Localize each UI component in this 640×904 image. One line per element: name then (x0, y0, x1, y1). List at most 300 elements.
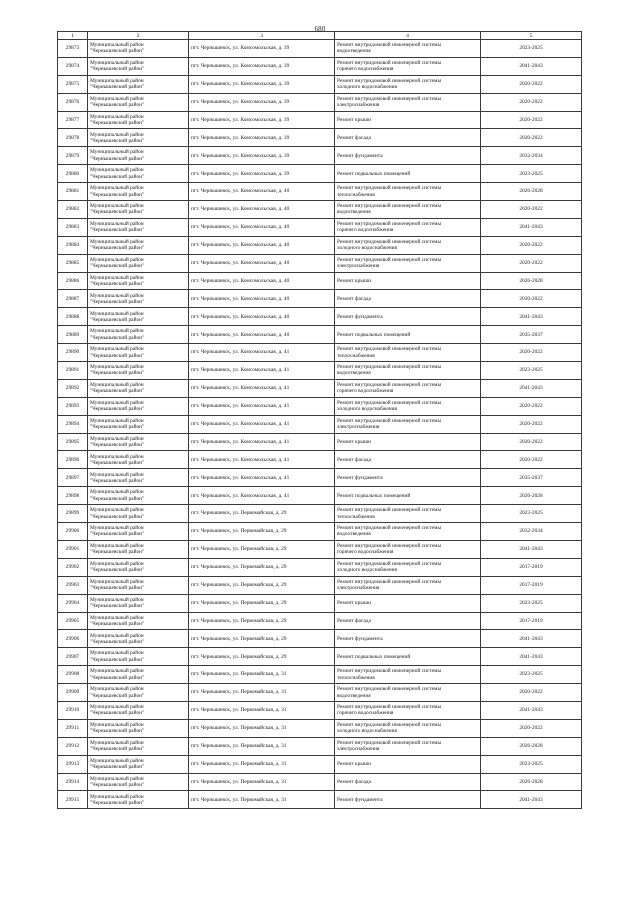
page-number: 680 (314, 25, 326, 33)
municipality-line: "Чернышевский район" (90, 764, 145, 771)
municipality-line: Муниципальный район (90, 578, 144, 585)
work-type-line: водоотведения (337, 370, 371, 377)
record-number: 29908 (58, 666, 88, 684)
municipality-line: Муниципальный район (90, 292, 144, 299)
work-type-line: Ремонт внутридомовой инженерной системы (337, 185, 442, 192)
address-cell: пгт. Чернышевск, ул. Комсомольская, д. 39 (189, 147, 335, 165)
work-type-line: Ремонт внутридомовой инженерной системы (337, 578, 442, 585)
municipality-line: "Чернышевский район" (90, 710, 145, 717)
work-type-cell (335, 576, 481, 594)
work-type-cell (335, 290, 481, 308)
work-type-line: Ремонт фасада (337, 778, 371, 785)
period-cell: 2023-2025 (481, 165, 582, 183)
municipality-line: "Чернышевский район" (90, 513, 145, 520)
work-type-line: Ремонт внутридомовой инженерной системы (337, 560, 442, 567)
work-type-line: теплоснабжения (337, 191, 375, 198)
period-cell: 2020-2022 (481, 129, 582, 147)
work-type-cell (335, 272, 481, 290)
period-cell: 2041-2043 (481, 791, 582, 809)
address-cell: пгт. Чернышевск, ул. Первомайская, д. 31 (189, 719, 335, 737)
table-row (58, 326, 582, 344)
address-cell: пгт. Чернышевск, ул. Первомайская, д. 29 (189, 576, 335, 594)
address-cell: пгт. Чернышевск, ул. Первомайская, д. 31 (189, 773, 335, 791)
work-type-line: Ремонт внутридомовой инженерной системы (337, 543, 442, 550)
municipality-cell (88, 57, 189, 75)
address-cell: пгт. Чернышевск, ул. Комсомольская, д. 41 (189, 487, 335, 505)
municipality-line: "Чернышевский район" (90, 477, 145, 484)
address-cell: пгт. Чернышевск, ул. Комсомольская, д. 41 (189, 469, 335, 487)
table-row (58, 93, 582, 111)
address-cell: пгт. Чернышевск, ул. Комсомольская, д. 40 (189, 290, 335, 308)
work-type-line: водоотведения (337, 692, 371, 699)
municipality-line: "Чернышевский район" (90, 638, 145, 645)
period-cell: 2041-2043 (481, 540, 582, 558)
period-cell: 2020-2022 (481, 719, 582, 737)
address-cell: пгт. Чернышевск, ул. Комсомольская, д. 39 (189, 165, 335, 183)
municipality-line: Муниципальный район (90, 489, 144, 496)
work-type-cell (335, 791, 481, 809)
period-cell: 2023-2025 (481, 594, 582, 612)
address-cell: пгт. Чернышевск, ул. Первомайская, д. 31 (189, 684, 335, 702)
municipality-line: Муниципальный район (90, 453, 144, 460)
record-number: 29886 (58, 272, 88, 290)
municipality-line: Муниципальный район (90, 793, 144, 800)
municipality-cell (88, 648, 189, 666)
record-number: 29900 (58, 523, 88, 541)
period-cell: 2020-2022 (481, 344, 582, 362)
table-row (58, 415, 582, 433)
municipality-line: "Чернышевский район" (90, 298, 145, 305)
address-cell: пгт. Чернышевск, ул. Комсомольская, д. 41 (189, 451, 335, 469)
work-type-line: теплоснабжения (337, 513, 375, 520)
municipality-line: Муниципальный район (90, 686, 144, 693)
municipality-line: "Чернышевский район" (90, 102, 145, 109)
address-cell: пгт. Чернышевск, ул. Комсомольская, д. 39 (189, 93, 335, 111)
work-type-line: Ремонт внутридомовой инженерной системы (337, 507, 442, 514)
work-type-line: Ремонт внутридомовой инженерной системы (337, 238, 442, 245)
municipality-line: "Чернышевский район" (90, 370, 145, 377)
work-type-cell (335, 362, 481, 380)
municipality-cell (88, 75, 189, 93)
record-number: 29887 (58, 290, 88, 308)
municipality-line: "Чернышевский район" (90, 549, 145, 556)
municipality-line: "Чернышевский район" (90, 585, 145, 592)
municipality-cell (88, 218, 189, 236)
municipality-cell (88, 630, 189, 648)
municipality-line: "Чернышевский район" (90, 388, 145, 395)
work-type-cell (335, 558, 481, 576)
table-row (58, 666, 582, 684)
record-number: 29879 (58, 147, 88, 165)
work-type-cell (335, 326, 481, 344)
table-row (58, 755, 582, 773)
address-cell: пгт. Чернышевск, ул. Комсомольская, д. 41 (189, 415, 335, 433)
address-cell: пгт. Чернышевск, ул. Первомайская, д. 31 (189, 791, 335, 809)
municipality-line: "Чернышевский район" (90, 263, 145, 270)
work-type-line: холодного водоснабжения (337, 84, 397, 91)
municipality-cell (88, 415, 189, 433)
work-type-cell (335, 129, 481, 147)
record-number: 29881 (58, 183, 88, 201)
table-row (58, 558, 582, 576)
work-type-cell (335, 684, 481, 702)
record-number: 29882 (58, 201, 88, 219)
period-cell: 2026-2028 (481, 737, 582, 755)
work-type-cell (335, 612, 481, 630)
work-type-line: Ремонт внутридомовой инженерной системы (337, 364, 442, 371)
work-type-line: горячего водоснабжения (337, 549, 394, 556)
record-number: 29897 (58, 469, 88, 487)
work-type-line: электроснабжения (337, 746, 380, 753)
record-number: 29911 (58, 719, 88, 737)
table-row (58, 362, 582, 380)
column-header: 2 (88, 32, 189, 40)
work-type-line: Ремонт фасада (337, 134, 371, 141)
work-type-line: Ремонт внутридомовой инженерной системы (337, 399, 442, 406)
address-cell: пгт. Чернышевск, ул. Комсомольская, д. 40 (189, 272, 335, 290)
work-type-line: холодного водоснабжения (337, 406, 397, 413)
work-type-line: Ремонт подвальных помещений (337, 492, 411, 499)
table-row (58, 183, 582, 201)
period-cell: 2020-2022 (481, 451, 582, 469)
address-cell: пгт. Чернышевск, ул. Комсомольская, д. 40 (189, 326, 335, 344)
work-type-line: Ремонт внутридомовой инженерной системы (337, 346, 442, 353)
work-type-cell (335, 40, 481, 58)
work-type-line: Ремонт фундамента (337, 474, 383, 481)
record-number: 29915 (58, 791, 88, 809)
municipality-line: Муниципальный район (90, 543, 144, 550)
work-type-cell (335, 755, 481, 773)
municipality-cell (88, 540, 189, 558)
record-number: 29892 (58, 379, 88, 397)
municipality-cell (88, 612, 189, 630)
record-number: 29874 (58, 57, 88, 75)
record-number: 29890 (58, 344, 88, 362)
period-cell: 2020-2022 (481, 111, 582, 129)
period-cell: 2041-2043 (481, 308, 582, 326)
work-type-line: водоотведения (337, 209, 371, 216)
municipality-line: "Чернышевский район" (90, 656, 145, 663)
municipality-line: Муниципальный район (90, 399, 144, 406)
municipality-line: Муниципальный район (90, 417, 144, 424)
record-number: 29873 (58, 40, 88, 58)
municipality-cell (88, 469, 189, 487)
work-type-line: электроснабжения (337, 585, 380, 592)
address-cell: пгт. Чернышевск, ул. Первомайская, д. 29 (189, 523, 335, 541)
table-row (58, 719, 582, 737)
work-type-line: холодного водоснабжения (337, 567, 397, 574)
municipality-line: "Чернышевский район" (90, 316, 145, 323)
work-type-line: Ремонт фасада (337, 456, 371, 463)
record-number: 29902 (58, 558, 88, 576)
municipality-cell (88, 201, 189, 219)
municipality-line: Муниципальный район (90, 256, 144, 263)
period-cell: 2023-2025 (481, 505, 582, 523)
work-type-line: горячего водоснабжения (337, 227, 394, 234)
period-cell: 2041-2043 (481, 379, 582, 397)
work-type-line: Ремонт фасада (337, 295, 371, 302)
table-row (58, 773, 582, 791)
address-cell: пгт. Чернышевск, ул. Первомайская, д. 29 (189, 505, 335, 523)
work-type-line: электроснабжения (337, 102, 380, 109)
municipality-line: Муниципальный район (90, 435, 144, 442)
column-header: 4 (335, 32, 481, 40)
work-type-line: Ремонт внутридомовой инженерной системы (337, 256, 442, 263)
municipality-line: Муниципальный район (90, 614, 144, 621)
municipality-line: "Чернышевский район" (90, 692, 145, 699)
work-type-cell (335, 505, 481, 523)
municipality-line: "Чернышевский район" (90, 674, 145, 681)
municipality-line: "Чернышевский район" (90, 459, 145, 466)
record-number: 29885 (58, 254, 88, 272)
municipality-cell (88, 379, 189, 397)
work-type-line: Ремонт внутридомовой инженерной системы (337, 525, 442, 532)
address-cell: пгт. Чернышевск, ул. Комсомольская, д. 40 (189, 236, 335, 254)
record-number: 29913 (58, 755, 88, 773)
municipality-line: Муниципальный район (90, 739, 144, 746)
column-header: 1 (58, 32, 88, 40)
period-cell: 2041-2043 (481, 630, 582, 648)
address-cell: пгт. Чернышевск, ул. Комсомольская, д. 41 (189, 344, 335, 362)
municipality-cell (88, 254, 189, 272)
work-type-cell (335, 648, 481, 666)
record-number: 29894 (58, 415, 88, 433)
work-type-line: Ремонт внутридомовой инженерной системы (337, 221, 442, 228)
work-type-cell (335, 75, 481, 93)
period-cell: 2020-2022 (481, 397, 582, 415)
period-cell: 2041-2043 (481, 648, 582, 666)
municipality-cell (88, 433, 189, 451)
work-type-line: Ремонт крыши (337, 760, 371, 767)
municipality-cell (88, 40, 189, 58)
record-number: 29907 (58, 648, 88, 666)
address-cell: пгт. Чернышевск, ул. Комсомольская, д. 40 (189, 201, 335, 219)
address-cell: пгт. Чернышевск, ул. Комсомольская, д. 40 (189, 218, 335, 236)
period-cell: 2035-2037 (481, 326, 582, 344)
period-cell: 2026-2028 (481, 487, 582, 505)
address-cell: пгт. Чернышевск, ул. Комсомольская, д. 40 (189, 254, 335, 272)
work-type-cell (335, 415, 481, 433)
municipality-line: Муниципальный район (90, 113, 144, 120)
column-header: 3 (189, 32, 335, 40)
municipality-line: Муниципальный район (90, 274, 144, 281)
municipality-line: "Чернышевский район" (90, 245, 145, 252)
period-cell: 2032-2034 (481, 523, 582, 541)
work-type-cell (335, 344, 481, 362)
address-cell: пгт. Чернышевск, ул. Комсомольская, д. 41 (189, 433, 335, 451)
municipality-cell (88, 147, 189, 165)
record-number: 29889 (58, 326, 88, 344)
municipality-cell (88, 701, 189, 719)
address-cell: пгт. Чернышевск, ул. Первомайская, д. 29 (189, 630, 335, 648)
table-row (58, 147, 582, 165)
work-type-cell (335, 218, 481, 236)
period-cell: 2026-2028 (481, 773, 582, 791)
table-row (58, 648, 582, 666)
table-row (58, 523, 582, 541)
table-row (58, 791, 582, 809)
period-cell: 2020-2022 (481, 93, 582, 111)
municipality-cell (88, 183, 189, 201)
table-row (58, 165, 582, 183)
work-type-cell (335, 630, 481, 648)
municipality-cell (88, 487, 189, 505)
municipality-cell (88, 290, 189, 308)
table-row (58, 290, 582, 308)
municipality-line: "Чернышевский район" (90, 84, 145, 91)
record-number: 29876 (58, 93, 88, 111)
work-type-line: водоотведения (337, 531, 371, 538)
municipality-cell (88, 93, 189, 111)
record-number: 29878 (58, 129, 88, 147)
municipality-line: Муниципальный район (90, 310, 144, 317)
municipality-line: Муниципальный район (90, 560, 144, 567)
municipality-line: Муниципальный район (90, 60, 144, 67)
address-cell: пгт. Чернышевск, ул. Комсомольская, д. 39 (189, 40, 335, 58)
municipality-line: "Чернышевский район" (90, 66, 145, 73)
repair-schedule-table (57, 31, 582, 809)
work-type-line: Ремонт фундамента (337, 313, 383, 320)
address-cell: пгт. Чернышевск, ул. Комсомольская, д. 39 (189, 129, 335, 147)
work-type-line: Ремонт крыши (337, 438, 371, 445)
record-number: 29914 (58, 773, 88, 791)
work-type-cell (335, 666, 481, 684)
column-header: 5 (481, 32, 582, 40)
header-row (58, 32, 582, 40)
municipality-line: Муниципальный район (90, 221, 144, 228)
municipality-line: Муниципальный район (90, 775, 144, 782)
period-cell: 2023-2025 (481, 755, 582, 773)
address-cell: пгт. Чернышевск, ул. Комсомольская, д. 40 (189, 308, 335, 326)
work-type-line: Ремонт крыши (337, 116, 371, 123)
municipality-line: Муниципальный район (90, 185, 144, 192)
address-cell: пгт. Чернышевск, ул. Первомайская, д. 29 (189, 648, 335, 666)
municipality-cell (88, 308, 189, 326)
address-cell: пгт. Чернышевск, ул. Первомайская, д. 31 (189, 755, 335, 773)
municipality-cell (88, 165, 189, 183)
municipality-cell (88, 523, 189, 541)
municipality-cell (88, 719, 189, 737)
work-type-line: Ремонт внутридомовой инженерной системы (337, 203, 442, 210)
period-cell: 2020-2022 (481, 290, 582, 308)
table-row (58, 218, 582, 236)
work-type-line: Ремонт внутридомовой инженерной системы (337, 739, 442, 746)
record-number: 29877 (58, 111, 88, 129)
municipality-cell (88, 451, 189, 469)
table-row (58, 397, 582, 415)
record-number: 29898 (58, 487, 88, 505)
record-number: 29901 (58, 540, 88, 558)
municipality-line: "Чернышевский район" (90, 603, 145, 610)
record-number: 29884 (58, 236, 88, 254)
table-row (58, 379, 582, 397)
address-cell: пгт. Чернышевск, ул. Комсомольская, д. 39 (189, 57, 335, 75)
period-cell: 2026-2028 (481, 272, 582, 290)
municipality-line: Муниципальный район (90, 364, 144, 371)
table-row (58, 701, 582, 719)
work-type-line: Ремонт фасада (337, 617, 371, 624)
work-type-line: Ремонт фундамента (337, 796, 383, 803)
municipality-line: Муниципальный район (90, 346, 144, 353)
municipality-line: "Чернышевский район" (90, 48, 145, 55)
table-row (58, 594, 582, 612)
work-type-cell (335, 147, 481, 165)
record-number: 29909 (58, 684, 88, 702)
work-type-cell (335, 397, 481, 415)
record-number: 29906 (58, 630, 88, 648)
table-row (58, 57, 582, 75)
record-number: 29904 (58, 594, 88, 612)
work-type-cell (335, 111, 481, 129)
work-type-cell (335, 773, 481, 791)
municipality-line: Муниципальный район (90, 757, 144, 764)
municipality-line: "Чернышевский район" (90, 173, 145, 180)
work-type-line: горячего водоснабжения (337, 66, 394, 73)
municipality-line: Муниципальный район (90, 596, 144, 603)
table-row (58, 129, 582, 147)
work-type-cell (335, 523, 481, 541)
work-type-line: Ремонт подвальных помещений (337, 653, 411, 660)
municipality-cell (88, 755, 189, 773)
work-type-line: горячего водоснабжения (337, 388, 394, 395)
municipality-line: Муниципальный район (90, 471, 144, 478)
record-number: 29891 (58, 362, 88, 380)
municipality-line: "Чернышевский район" (90, 567, 145, 574)
table-row (58, 612, 582, 630)
work-type-line: холодного водоснабжения (337, 728, 397, 735)
work-type-line: Ремонт крыши (337, 277, 371, 284)
work-type-line: Ремонт подвальных помещений (337, 170, 411, 177)
municipality-line: "Чернышевский район" (90, 137, 145, 144)
record-number: 29912 (58, 737, 88, 755)
municipality-line: Муниципальный район (90, 77, 144, 84)
record-number: 29883 (58, 218, 88, 236)
address-cell: пгт. Чернышевск, ул. Первомайская, д. 29 (189, 594, 335, 612)
work-type-line: Ремонт внутридомовой инженерной системы (337, 95, 442, 102)
work-type-line: Ремонт внутридомовой инженерной системы (337, 417, 442, 424)
table-row (58, 236, 582, 254)
municipality-line: Муниципальный район (90, 328, 144, 335)
work-type-cell (335, 487, 481, 505)
period-cell: 2017-2019 (481, 558, 582, 576)
municipality-line: "Чернышевский район" (90, 120, 145, 126)
record-number: 29896 (58, 451, 88, 469)
municipality-line: Муниципальный район (90, 704, 144, 711)
municipality-cell (88, 505, 189, 523)
period-cell: 2023-2025 (481, 666, 582, 684)
municipality-line: Муниципальный район (90, 149, 144, 156)
work-type-line: теплоснабжения (337, 352, 375, 359)
period-cell: 2020-2022 (481, 684, 582, 702)
work-type-line: Ремонт крыши (337, 599, 371, 606)
period-cell: 2026-2028 (481, 183, 582, 201)
table-row (58, 40, 582, 58)
work-type-line: водоотведения (337, 48, 371, 55)
period-cell: 2032-2034 (481, 147, 582, 165)
municipality-cell (88, 576, 189, 594)
record-number: 29910 (58, 701, 88, 719)
work-type-line: Ремонт фундамента (337, 152, 383, 159)
period-cell: 2020-2022 (481, 236, 582, 254)
municipality-line: "Чернышевский район" (90, 281, 145, 288)
municipality-cell (88, 236, 189, 254)
work-type-line: Ремонт внутридомовой инженерной системы (337, 668, 442, 675)
period-cell: 2023-2025 (481, 362, 582, 380)
table-row (58, 469, 582, 487)
municipality-line: "Чернышевский район" (90, 728, 145, 735)
address-cell: пгт. Чернышевск, ул. Первомайская, д. 29 (189, 612, 335, 630)
municipality-cell (88, 737, 189, 755)
